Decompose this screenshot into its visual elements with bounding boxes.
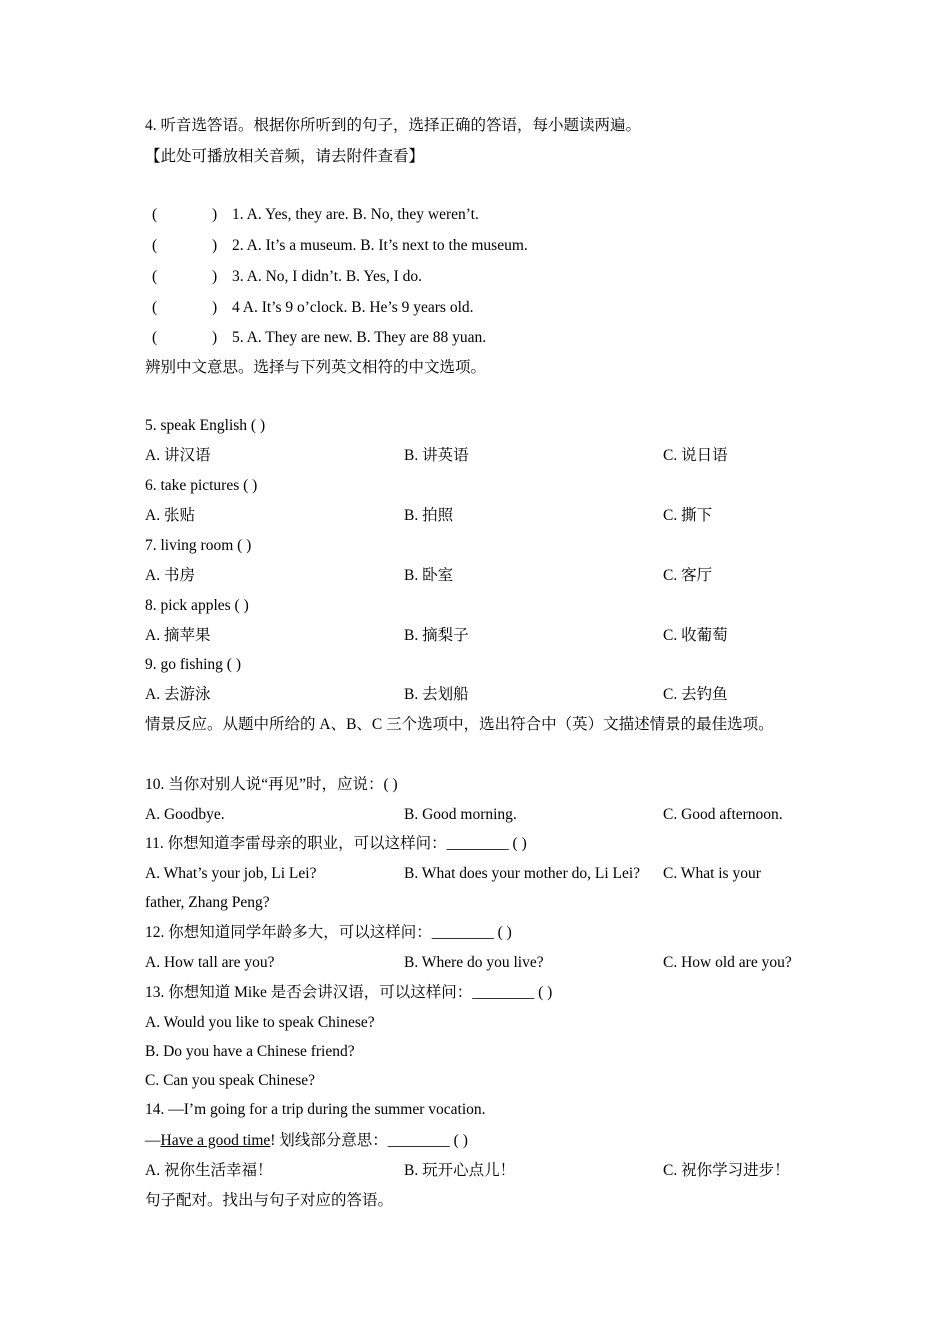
option-b: B. 讲英语 [404, 447, 469, 464]
dash: — [145, 1132, 161, 1149]
question-stem: 5. speak English ( ) [145, 417, 266, 434]
listen-item: 5. A. They are new. B. They are 88 yuan. [232, 329, 487, 346]
answer-paren-open: ( [152, 268, 158, 285]
match-section-title: 句子配对。找出与句子对应的答语。 [145, 1192, 394, 1209]
underlined-phrase: Have a good time [160, 1132, 271, 1149]
option-b: B. What does your mother do, Li Lei? [404, 865, 641, 882]
listen-item: 3. A. No, I didn’t. B. Yes, I do. [232, 268, 423, 285]
option-c: C. 撕下 [663, 507, 713, 524]
option-b: B. 摘梨子 [404, 627, 469, 644]
answer-paren-open: ( [152, 299, 158, 316]
answer-paren-open: ( [152, 237, 158, 254]
option-a: A. Goodbye. [145, 806, 225, 823]
listen-item: 2. A. It’s a museum. B. It’s next to the museum. [232, 237, 528, 254]
option-a: A. How tall are you? [145, 954, 275, 971]
option-c: C. Can you speak Chinese? [145, 1072, 316, 1089]
question-stem: 9. go fishing ( ) [145, 656, 242, 673]
question-rest: ! 划线部分意思：________ ( ) [270, 1132, 468, 1149]
option-a: A. 张贴 [145, 507, 195, 524]
answer-paren-close: ) [212, 237, 218, 254]
option-c: C. 客厅 [663, 567, 713, 584]
question-stem: 8. pick apples ( ) [145, 597, 249, 614]
option-c: C. 去钓鱼 [663, 686, 728, 703]
answer-paren-close: ) [212, 206, 218, 223]
option-c: C. How old are you? [663, 954, 792, 971]
option-b: B. Do you have a Chinese friend? [145, 1043, 355, 1060]
option-a: A. Would you like to speak Chinese? [145, 1014, 375, 1031]
option-a: A. 祝你生活幸福！ [145, 1162, 273, 1179]
option-a: A. 去游泳 [145, 686, 211, 703]
answer-paren-close: ) [212, 329, 218, 346]
question-stem: 10. 当你对别人说“再见”时，应说：( ) [145, 776, 398, 793]
option-b: B. 拍照 [404, 507, 454, 524]
question-stem: 7. living room ( ) [145, 537, 252, 554]
question-stem: 6. take pictures ( ) [145, 477, 258, 494]
answer-paren-open: ( [152, 329, 158, 346]
audio-note: 【此处可播放相关音频，请去附件查看】 [145, 148, 425, 165]
option-a: A. What’s your job, Li Lei? [145, 865, 317, 882]
option-a: A. 摘苹果 [145, 627, 211, 644]
option-b: B. 玩开心点儿！ [404, 1162, 516, 1179]
question-stem: 11. 你想知道李雷母亲的职业，可以这样问：________ ( ) [145, 835, 527, 852]
option-b: B. 卧室 [404, 567, 454, 584]
option-c: C. 祝你学习进步！ [663, 1162, 790, 1179]
listen-item: 4 A. It’s 9 o’clock. B. He’s 9 years old. [232, 299, 474, 316]
option-b: B. Where do you live? [404, 954, 544, 971]
question-stem: 12. 你想知道同学年龄多大，可以这样问：________ ( ) [145, 924, 512, 941]
option-c: C. Good afternoon. [663, 806, 783, 823]
option-b: B. Good morning. [404, 806, 517, 823]
listen-item: 1. A. Yes, they are. B. No, they weren’t. [232, 206, 479, 223]
option-c: C. 收葡萄 [663, 627, 728, 644]
option-c: C. What is your [663, 865, 761, 882]
meaning-section-title: 辨别中文意思。选择与下列英文相符的中文选项。 [145, 359, 487, 376]
answer-paren-close: ) [212, 268, 218, 285]
option-a: A. 讲汉语 [145, 447, 211, 464]
question-stem-reply [145, 1131, 468, 1151]
listen-section-title: 4. 听音选答语。根据你所听到的句子，选择正确的答语，每小题读两遍。 [145, 117, 642, 134]
option-c-continued: father, Zhang Peng? [145, 894, 270, 911]
answer-paren-close: ) [212, 299, 218, 316]
question-stem: 14. —I’m going for a trip during the summer vocation. [145, 1101, 486, 1118]
question-stem: 13. 你想知道 Mike 是否会讲汉语，可以这样问：________ ( ) [145, 984, 553, 1001]
option-c: C. 说日语 [663, 447, 728, 464]
answer-paren-open: ( [152, 206, 158, 223]
option-a: A. 书房 [145, 567, 195, 584]
option-b: B. 去划船 [404, 686, 469, 703]
situation-section-title: 情景反应。从题中所给的 A、B、C 三个选项中，选出符合中（英）文描述情景的最佳选项。 [145, 716, 774, 733]
